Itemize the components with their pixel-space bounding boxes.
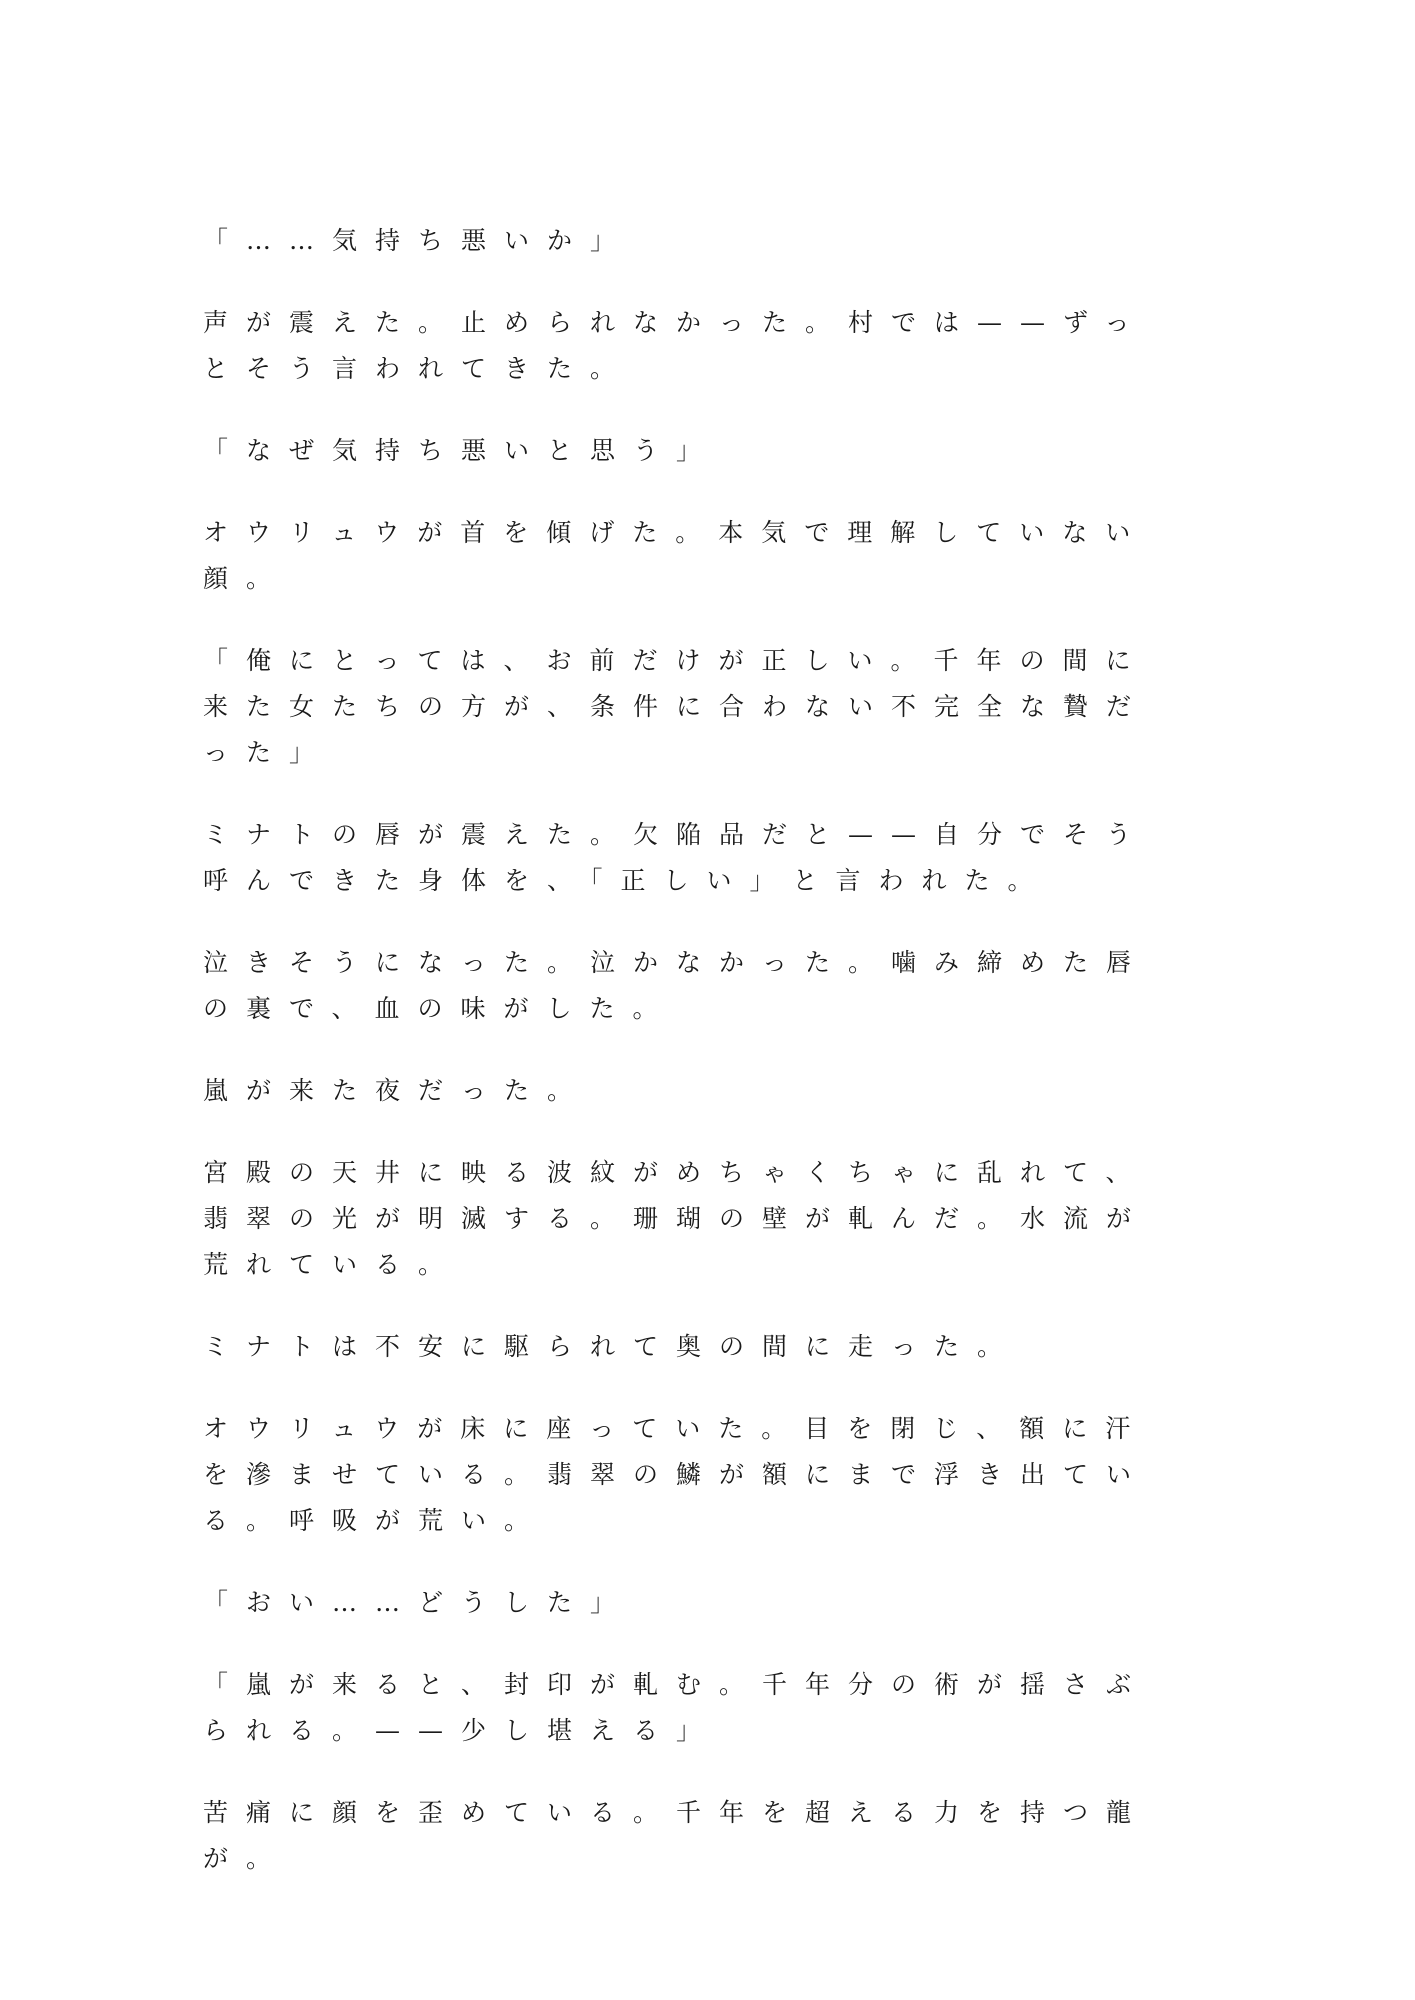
paragraph-narration: 声が震えた。止められなかった。村では——ずっとそう言われてきた。 xyxy=(203,308,1148,383)
paragraph-dialogue: 「なぜ気持ち悪いと思う」 xyxy=(203,436,720,465)
paragraph-dialogue: 「おい……どうした」 xyxy=(203,1588,634,1617)
paragraph-narration: 泣きそうになった。泣かなかった。噛み締めた唇の裏で、血の味がした。 xyxy=(203,948,1150,1023)
paragraph-dialogue: 「……気持ち悪いか」 xyxy=(203,226,634,255)
paragraph-dialogue: 「嵐が来ると、封印が軋む。千年分の術が揺さぶられる。——少し堪える」 xyxy=(203,1670,1150,1745)
paragraph-narration: ミナトの唇が震えた。欠陥品だと——自分でそう呼んできた身体を、「正しい」と言われた。 xyxy=(203,820,1150,895)
paragraph-narration: 嵐が来た夜だった。 xyxy=(203,1076,591,1105)
paragraph-narration: ミナトは不安に駆られて奥の間に走った。 xyxy=(203,1332,1021,1361)
document-page xyxy=(203,218,1173,1918)
paragraph-narration: 苦痛に顔を歪めている。千年を超える力を持つ龍が。 xyxy=(203,1798,1150,1873)
paragraph-narration: オウリュウが床に座っていた。目を閉じ、額に汗を滲ませている。翡翠の鱗が額にまで浮き出ている。呼吸が荒い。 xyxy=(203,1414,1150,1535)
paragraph-narration: オウリュウが首を傾げた。本気で理解していない顔。 xyxy=(203,518,1149,593)
paragraph-dialogue: 「俺にとっては、お前だけが正しい。千年の間に来た女たちの方が、条件に合わない不完全な贄だった」 xyxy=(203,646,1150,767)
paragraph-narration: 宮殿の天井に映る波紋がめちゃくちゃに乱れて、翡翠の光が明滅する。珊瑚の壁が軋んだ。水流が荒れている。 xyxy=(203,1158,1150,1279)
